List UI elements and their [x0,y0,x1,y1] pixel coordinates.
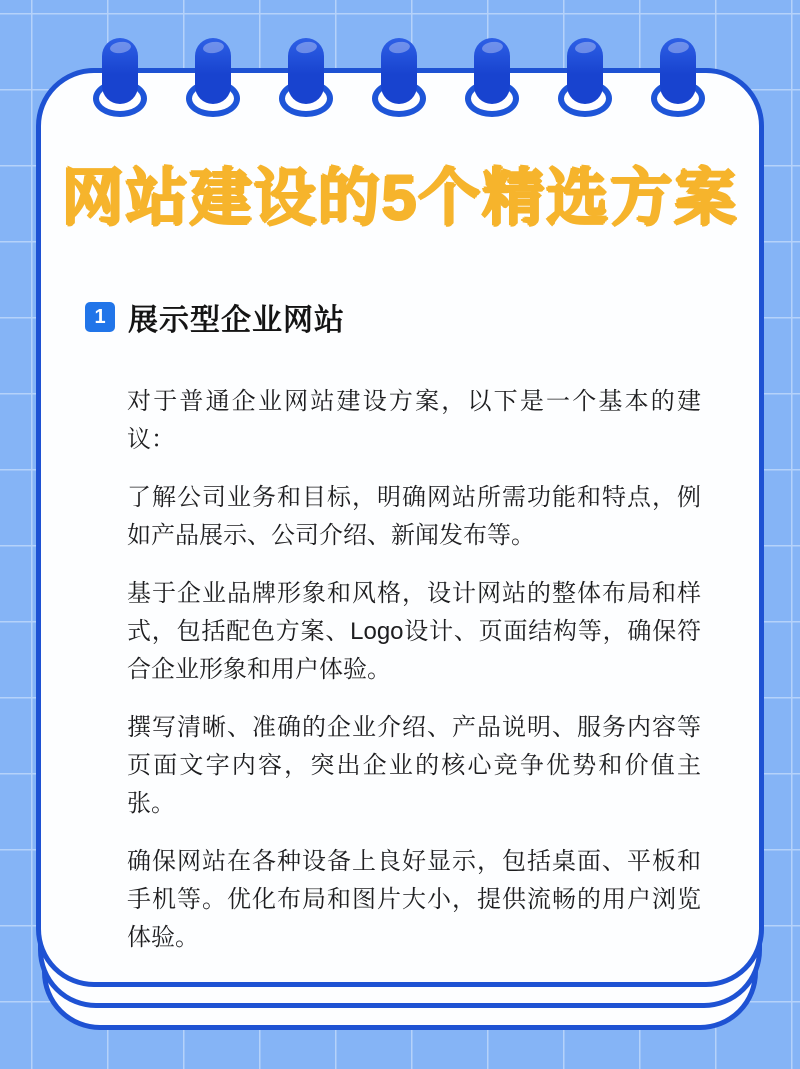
section-heading-row [85,295,759,339]
body-paragraph: 了解公司业务和目标，明确网站所需功能和特点，例如产品展示、公司介绍、新闻发布等。 [127,484,701,549]
section-number-badge: 1 [85,302,115,332]
binder-ring [372,38,426,118]
poster-title: 网站建设的5个精选方案 [61,164,739,233]
binder-ring-pin-icon [381,38,417,104]
binder-ring-pin-icon [474,38,510,104]
binder-ring-pin-icon [567,38,603,104]
section-body [41,383,759,957]
binder-ring-pin-icon [660,38,696,104]
body-paragraph: 确保网站在各种设备上良好显示，包括桌面、平板和手机等。优化布局和图片大小，提供流畅的用户浏览体验。 [127,848,701,951]
binder-ring [651,38,705,118]
binder-ring-pin-icon [102,38,138,104]
notebook-card [36,68,764,987]
binder-ring-pin-icon [288,38,324,104]
body-paragraph: 对于普通企业网站建设方案，以下是一个基本的建议： [127,388,701,453]
body-paragraph: 基于企业品牌形象和风格，设计网站的整体布局和样式，包括配色方案、Logo设计、页面结构等，确保符合企业形象和用户体验。 [127,580,701,683]
binder-ring [93,38,147,118]
binder-rings [0,0,800,130]
binder-ring-pin-icon [195,38,231,104]
binder-ring [558,38,612,118]
section-heading: 展示型企业网站 [128,304,345,337]
binder-ring [279,38,333,118]
body-paragraph: 撰写清晰、准确的企业介绍、产品说明、服务内容等页面文字内容，突出企业的核心竞争优势和价值主张。 [127,714,701,817]
binder-ring [465,38,519,118]
binder-ring [186,38,240,118]
